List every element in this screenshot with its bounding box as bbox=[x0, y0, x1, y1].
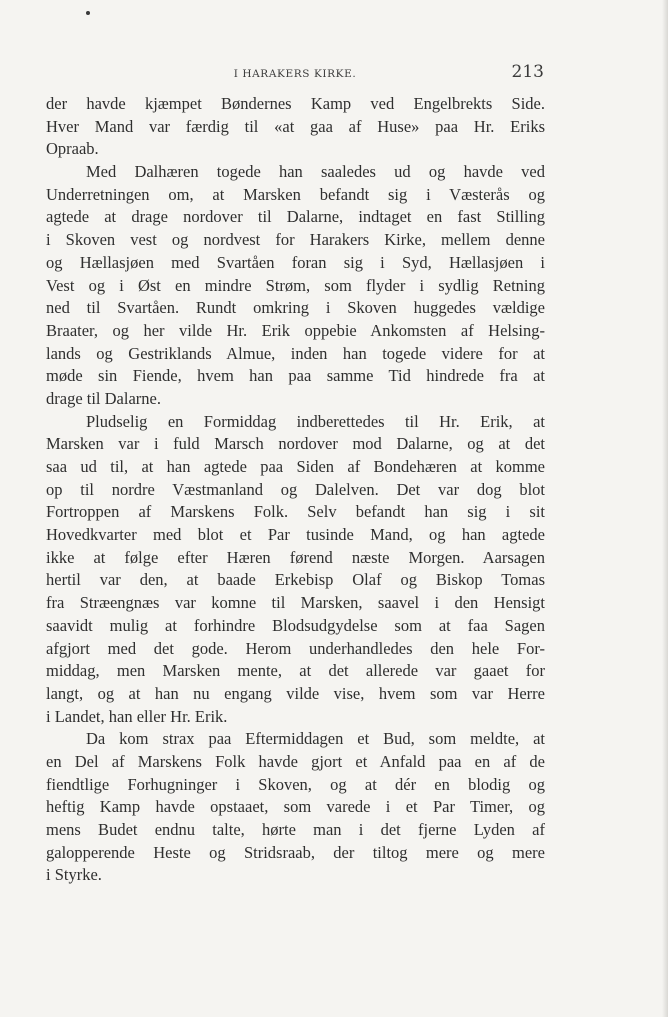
text-line: i Skoven vest og nordvest for Harakers Kirke, mellem denne bbox=[46, 230, 545, 250]
text-line: Opraab. bbox=[46, 139, 99, 159]
text-line: i Landet, han eller Hr. Erik. bbox=[46, 706, 228, 726]
text-line: langt, og at han nu engang vilde vise, hvem som var Herre bbox=[46, 683, 545, 703]
text-line: agtede at drage nordover til Dalarne, indtaget en fast Stilling bbox=[46, 207, 545, 227]
text-line: Braater, og her vilde Hr. Erik oppebie Ankomsten af Helsing- bbox=[46, 320, 545, 340]
text-line: op til nordre Væstmanland og Dalelven. Det var dog blot bbox=[46, 479, 545, 499]
text-line: Hver Mand var færdig til «at gaa af Huse» paa Hr. Eriks bbox=[46, 116, 545, 136]
text-line: Med Dalhæren togede han saaledes ud og havde ved bbox=[86, 162, 545, 182]
text-line: galopperende Heste og Stridsraab, der tiltog mere og mere bbox=[46, 842, 545, 862]
text-line: ned til Svartåen. Rundt omkring i Skoven huggedes vældige bbox=[46, 298, 545, 318]
text-line: der havde kjæmpet Bøndernes Kamp ved Engelbrekts Side. bbox=[46, 94, 545, 113]
text-line: Da kom strax paa Eftermiddagen et Bud, som meldte, at bbox=[86, 729, 545, 749]
text-line: fiendtlige Forhugninger i Skoven, og at dér en blodig og bbox=[46, 774, 545, 794]
running-head: I HARAKERS KIRKE. bbox=[233, 68, 357, 80]
text-line: drage til Dalarne. bbox=[46, 388, 161, 408]
text-line: møde sin Fiende, hvem han paa samme Tid hindrede fra at bbox=[46, 366, 545, 386]
text-line: i Styrke. bbox=[46, 865, 102, 885]
text-line: mens Budet endnu talte, hørte man i det fjerne Lyden af bbox=[46, 820, 545, 839]
text-line: Vest og i Øst en mindre Strøm, som flyder i sydlig Retning bbox=[46, 275, 545, 295]
ink-speck bbox=[86, 11, 90, 15]
page-header bbox=[46, 62, 544, 86]
text-line: og Hællasjøen med Svartåen foran sig i Syd, Hællasjøen i bbox=[46, 252, 545, 272]
text-line: hertil var den, at baade Erkebisp Olaf og Biskop Tomas bbox=[46, 570, 545, 590]
text-line: heftig Kamp havde opstaaet, som varede i et Par Timer, og bbox=[46, 797, 545, 817]
text-line: ikke at følge efter Hæren førend næste Morgen. Aarsagen bbox=[46, 547, 545, 567]
text-line: Fortroppen af Marskens Folk. Selv befandt han sig i sit bbox=[46, 502, 545, 522]
text-line: lands og Gestriklands Almue, inden han togede videre for at bbox=[46, 343, 545, 363]
page-number: 213 bbox=[511, 62, 544, 82]
page-edge-shadow bbox=[662, 0, 668, 1017]
text-line: Marsken var i fuld Marsch nordover mod Dalarne, og at det bbox=[46, 434, 545, 454]
text-line: en Del af Marskens Folk havde gjort et Anfald paa en af de bbox=[46, 751, 545, 771]
text-line: middag, men Marsken mente, at det allerede var gaaet for bbox=[46, 661, 545, 681]
text-line: Underretningen om, at Marsken befandt sig i Væsterås og bbox=[46, 184, 545, 204]
body-text bbox=[46, 93, 545, 887]
text-line: Hovedkvarter med blot et Par tusinde Mand, og han agtede bbox=[46, 525, 545, 545]
text-line: afgjort med det gode. Herom underhandledes den hele For- bbox=[46, 638, 545, 658]
text-line: fra Stræengnæs var komne til Marsken, saavel i den Hensigt bbox=[46, 593, 545, 613]
text-line: saa ud til, at han agtede paa Siden af Bondehæren at komme bbox=[46, 457, 545, 476]
text-line: Pludselig en Formiddag indberettedes til Hr. Erik, at bbox=[86, 411, 545, 431]
text-line: saavidt mulig at forhindre Blodsudgydelse som at faa Sagen bbox=[46, 615, 545, 635]
